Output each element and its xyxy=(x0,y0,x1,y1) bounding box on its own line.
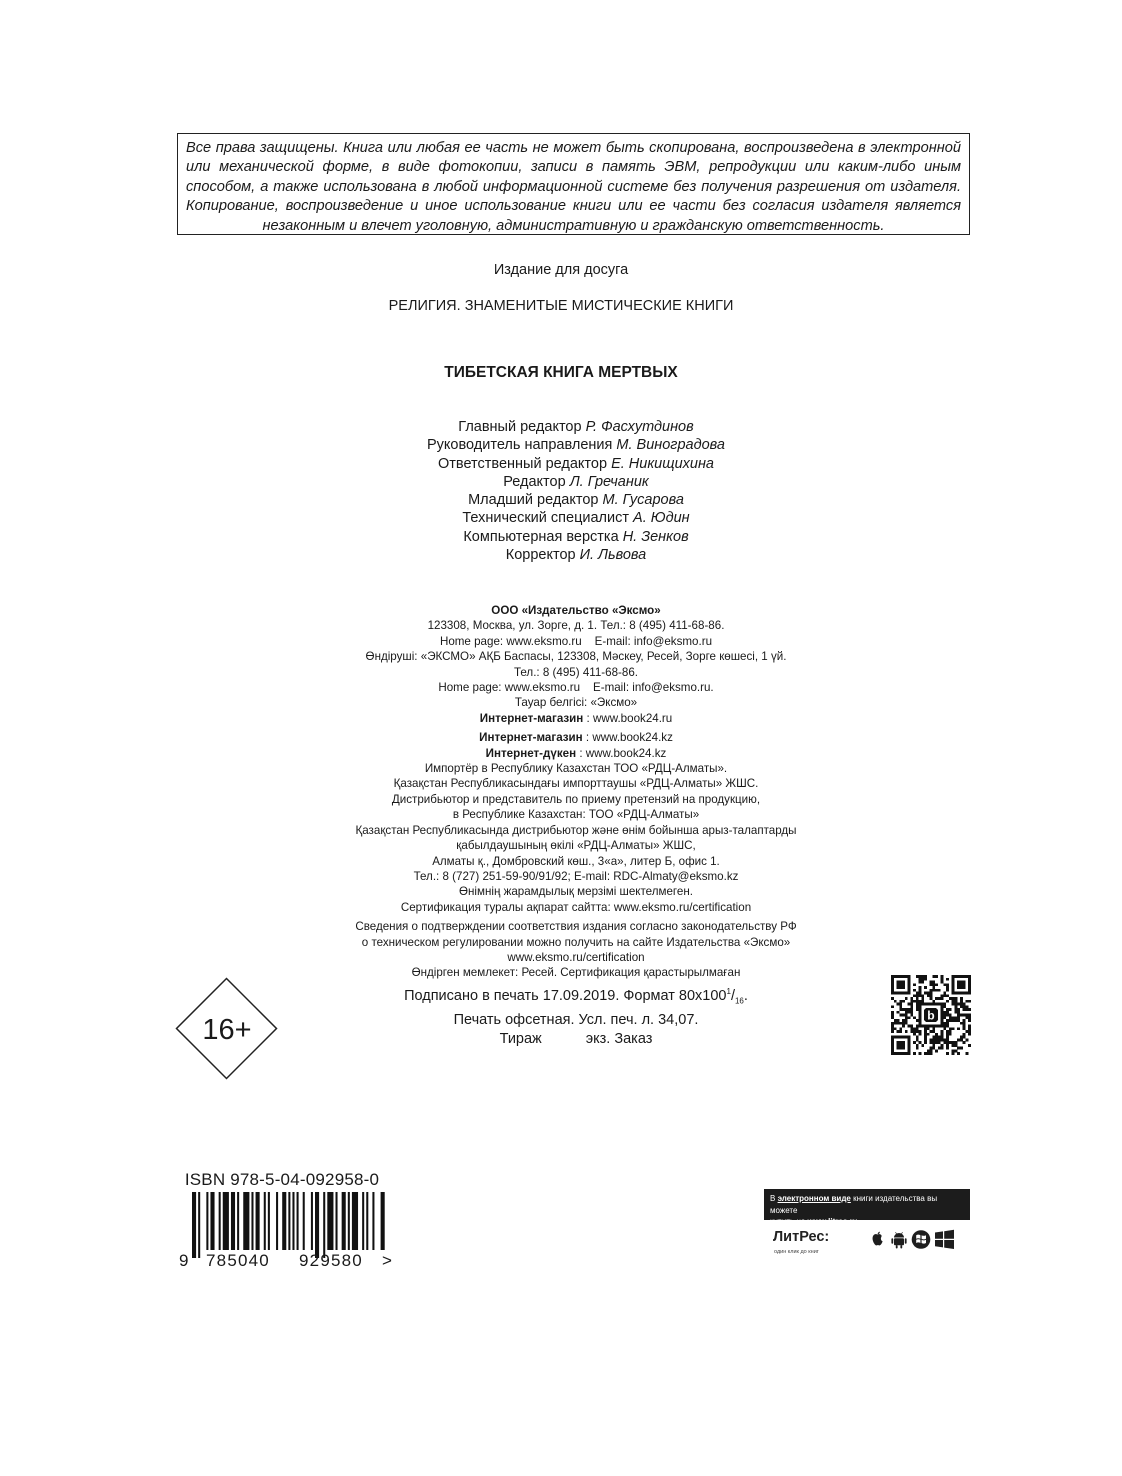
windows-icon xyxy=(935,1230,954,1249)
litres-ebook-link[interactable]: электронном виде xyxy=(777,1194,851,1203)
certification-line: Өндірген мемлекет: Ресей. Сертификация қарастырылмаған xyxy=(411,966,741,980)
credit-line xyxy=(0,455,1122,473)
publisher-info xyxy=(0,603,1122,981)
litres-tagline: один клик до книг xyxy=(774,1249,819,1255)
litres-banner-line1 xyxy=(770,1193,965,1216)
publisher-name: ООО «Издательство «Эксмо» xyxy=(491,604,661,617)
age-rating-badge xyxy=(175,977,278,1080)
barcode-digits-right: 929580 xyxy=(299,1251,363,1268)
credit-line xyxy=(0,418,1122,436)
certification-line: о техническом регулировании можно получить на сайте Издательства «Эксмо» xyxy=(361,935,791,949)
credit-line xyxy=(0,528,1122,546)
shop-ru-link: : www.book24.ru xyxy=(583,711,673,725)
distributor-line: Қазақстан Республикасындағы импорттаушы «РДЦ-Алматы» ЖШС. xyxy=(393,777,759,791)
shop-ru-label: Интернет-магазин xyxy=(479,711,584,725)
distributor-line: Өнімнің жарамдылық мерзімі шектелмеген. xyxy=(459,885,693,899)
android-icon xyxy=(891,1232,906,1248)
print-signed-line: Подписано в печать 17.09.2019. Формат $80x100^1/_{16}$. xyxy=(404,987,748,1006)
barcode-digits-left: 785040 xyxy=(206,1251,270,1268)
publisher-address: 123308, Москва, ул. Зорге, д. 1. Тел.: 8 (495) 411-68-86. xyxy=(427,619,725,633)
litres-banner-buy-on: купить на xyxy=(770,1217,808,1226)
credit-name: И. Львова xyxy=(579,547,647,564)
series-title: РЕЛИГИЯ. ЗНАМЕНИТЫЕ МИСТИЧЕСКИЕ КНИГИ xyxy=(388,298,734,314)
edition-type: Издание для досуга xyxy=(493,262,629,278)
credit-role: Компьютерная верстка xyxy=(463,528,619,545)
age-rating-text: 16+ xyxy=(202,1014,252,1046)
distributor-line: в Республике Казахстан: ТОО «РДЦ-Алматы» xyxy=(452,808,700,822)
credit-name: Н. Зенков xyxy=(622,528,689,545)
distributor-line: Қазақстан Республикасында дистрибьютор және өнім бойынша арыз-талаптарды xyxy=(355,823,797,837)
print-order-label: экз. Заказ xyxy=(585,1030,653,1047)
shop-kz-link: : www.book24.kz xyxy=(582,731,673,745)
litres-logo: ЛитРес: xyxy=(773,1229,830,1245)
publisher-trademark: Тауар белгісі: «Эксмо» xyxy=(514,696,638,710)
distributor-line: қабылдаушының өкілі «РДЦ-Алматы» ЖШС, xyxy=(456,839,696,853)
litres-banner-prefix: В xyxy=(770,1194,778,1203)
certification-line: Сведения о подтверждении соответствия издания согласно законодательству РФ xyxy=(355,920,797,934)
isbn-block xyxy=(176,1170,398,1268)
distributor-line: Алматы қ., Домбровский көш., 3«а», литер Б, офис 1. xyxy=(432,854,720,868)
book-title: ТИБЕТСКАЯ КНИГА МЕРТВЫХ xyxy=(444,364,678,381)
barcode-end-mark: > xyxy=(382,1251,392,1268)
format-denominator: 16 xyxy=(734,996,744,1006)
platform-icons xyxy=(868,1228,968,1250)
shop-kz-label: Интернет-магазин xyxy=(479,731,583,745)
print-method-line: Печать офсетная. Усл. печ. л. 34,07. xyxy=(453,1012,699,1029)
rights-notice-box xyxy=(177,133,970,235)
credit-name: Е. Никищихина xyxy=(611,455,714,472)
credit-name: М. Виноградова xyxy=(616,437,725,454)
credit-line xyxy=(0,473,1122,491)
credit-role: Технический специалист xyxy=(462,510,630,527)
distributor-line: Сертификация туралы ақпарат сайтта: www.eksmo.ru/certification xyxy=(400,900,752,914)
credit-name: Л. Гречаник xyxy=(569,473,649,490)
credit-role: Редактор xyxy=(503,473,566,490)
shop-kz2-label: Интернет-дүкен xyxy=(485,746,577,760)
windows-phone-icon xyxy=(912,1230,931,1249)
publisher-kz-phone: Тел.: 8 (495) 411-68-86. xyxy=(513,665,639,679)
litres-bottom-row xyxy=(764,1220,970,1261)
litres-banner-middle: книги издательства вы можете xyxy=(770,1194,938,1215)
litres-ad xyxy=(764,1189,970,1261)
credit-line xyxy=(0,509,1122,527)
apple-icon xyxy=(873,1232,883,1246)
litres-site-link[interactable]: www.litres.ru xyxy=(807,1217,858,1226)
distributor-line: Дистрибьютор и представитель по приему претензий на продукцию, xyxy=(391,792,761,806)
distributor-line: Импортёр в Республику Казахстан ТОО «РДЦ-Алматы». xyxy=(424,762,728,776)
barcode-digit-first: 9 xyxy=(179,1251,189,1268)
publisher-kz-web: Home page: www.eksmo.ru E-mail: info@eksmo.ru. xyxy=(438,681,714,695)
credit-role: Ответственный редактор xyxy=(438,455,608,472)
shop-kz2-line xyxy=(0,746,1122,761)
isbn-text: ISBN 978-5-04-092958-0 xyxy=(184,1170,380,1189)
shop-kz2-link: : www.book24.kz xyxy=(576,746,667,760)
publisher-web: Home page: www.eksmo.ru E-mail: info@eksmo.ru xyxy=(439,634,713,648)
credit-name: А. Юдин xyxy=(633,510,690,527)
credit-role: Руководитель направления xyxy=(427,437,613,454)
credit-line xyxy=(0,491,1122,509)
isbn-barcode xyxy=(176,1192,398,1268)
credit-name: М. Гусарова xyxy=(602,492,684,509)
certification-line: www.eksmo.ru/certification xyxy=(507,950,645,964)
credit-role: Главный редактор xyxy=(458,419,582,435)
shop-ru-line xyxy=(0,711,1122,726)
svg-text:b: b xyxy=(927,1008,935,1023)
shop-kz-line xyxy=(0,730,1122,745)
litres-banner xyxy=(764,1189,970,1226)
credit-line xyxy=(0,436,1122,454)
credits-list xyxy=(0,418,1122,564)
print-run-label: Тираж xyxy=(499,1030,542,1047)
credit-line xyxy=(0,546,1122,564)
credit-role: Младший редактор xyxy=(468,492,599,509)
publisher-kz-producer: Өндіруші: «ЭКСМО» АҚБ Баспасы, 123308, Мәскеу, Ресей, Зорге көшесі, 1 үй. xyxy=(365,650,787,664)
credit-name: Р. Фасхутдинов xyxy=(585,419,694,435)
credit-role: Корректор xyxy=(505,547,576,564)
print-signed-text: Подписано в печать 17.09.2019. Формат 80x100 xyxy=(404,987,727,1004)
qr-code xyxy=(891,975,971,1055)
rights-notice-text: Все права защищены. Книга или любая ее часть не может быть скопирована, воспроизведена в электронной или механической форме, в виде фотокопии, записи в память ЭВМ, репродукции или каким-либо иным способом, а также использована в любой информационной системе без получения разрешения от издателя. Копирование, воспроизведение и иное использование книги или ее части без согласия издателя является незаконным и влечет уголовную, административную и гражданскую ответственность. xyxy=(186,140,961,234)
distributor-line: Тел.: 8 (727) 251-59-90/91/92; E-mail: RDC-Almaty@eksmo.kz xyxy=(413,869,739,883)
format-numerator: 1 xyxy=(726,987,731,996)
